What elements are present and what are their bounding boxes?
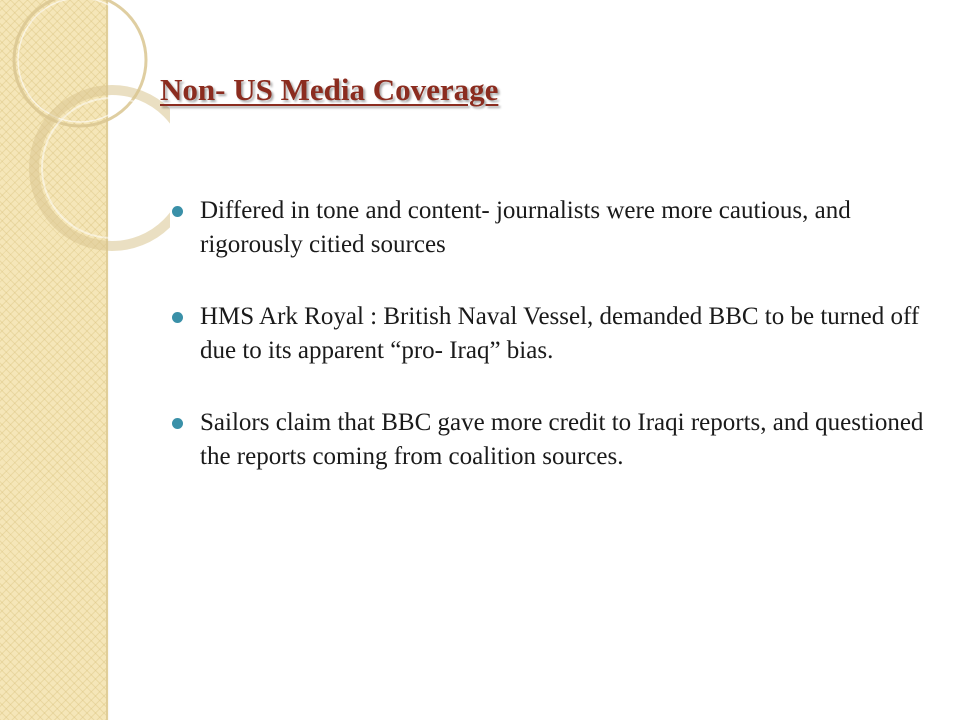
bullet-text: Differed in tone and content- journalists were more cautious, and rigorously citied sources bbox=[200, 197, 851, 258]
bullet-text: HMS Ark Royal : British Naval Vessel, demanded BBC to be turned off due to its apparent “pro- Iraq” bias. bbox=[200, 303, 920, 364]
bullet-item bbox=[200, 300, 940, 368]
bullet-marker-icon bbox=[172, 418, 183, 429]
bullet-item bbox=[200, 406, 940, 474]
slide-title: Non- US Media Coverage bbox=[160, 72, 499, 107]
decorative-rings-icon bbox=[0, 0, 170, 260]
bullet-marker-icon bbox=[172, 312, 183, 323]
bullet-marker-icon bbox=[172, 206, 183, 217]
bullet-text: Sailors claim that BBC gave more credit to Iraqi reports, and questioned the reports coming from coalition sources. bbox=[200, 409, 924, 470]
bullet-item bbox=[200, 194, 940, 262]
bullet-list bbox=[200, 194, 940, 512]
